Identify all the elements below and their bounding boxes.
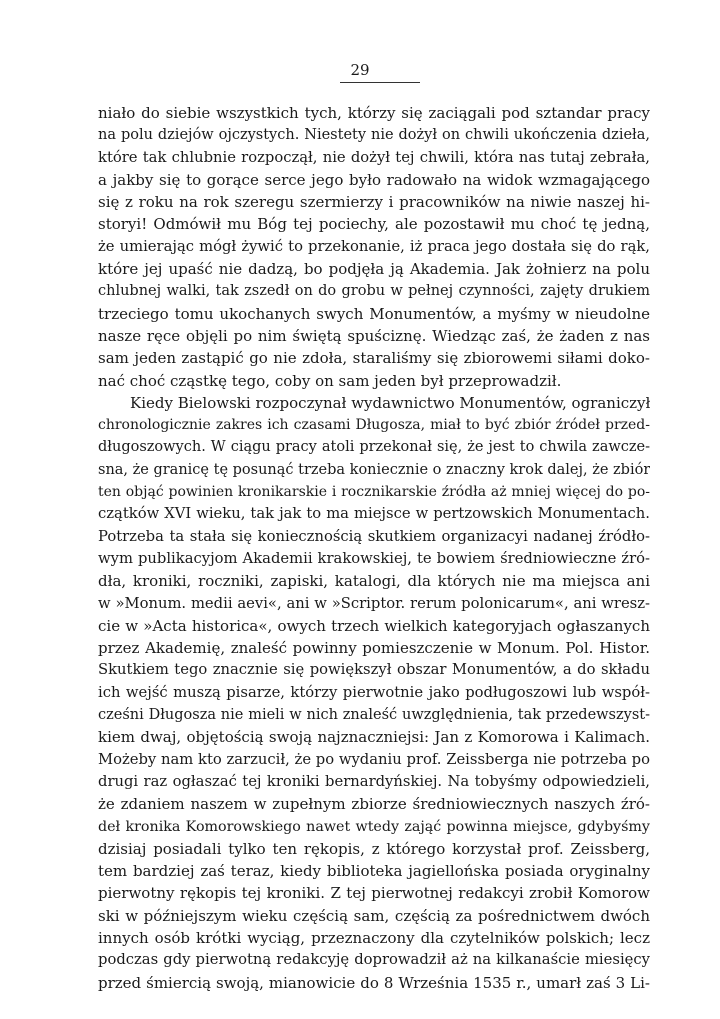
text-line: tem bardziej zaś teraz, kiedy biblioteka jagiellońska posiada oryginalny — [98, 862, 650, 881]
text-line: które tak chlubnie rozpoczął, nie dożył tej chwili, która nas tutaj zebrała, — [98, 148, 650, 166]
page-number: 29 — [350, 61, 370, 79]
text-line: pierwotny rękopis tej kroniki. Z tej pierwotnej redakcyi zrobił Komorow — [98, 884, 650, 903]
text-line: Skutkiem tego znacznie się powiększył obszar Monumentów, a do składu — [98, 661, 650, 679]
text-line: chlubnej walki, tak zszedł on do grobu w pełnej czynności, zajęty drukiem — [98, 283, 650, 300]
text-line: Potrzeba ta stała się koniecznością skutkiem organizacyi nadanej źródło- — [98, 527, 650, 545]
text-line: drugi raz ogłaszać tej kroniki bernardyńskiej. Na tobyśmy odpowiedzieli, — [98, 772, 650, 790]
text-line: że zdaniem naszem w zupełnym zbiorze średniowiecznych naszych źró- — [98, 795, 650, 814]
text-line: ski w późniejszym wieku częścią sam, częścią za pośrednictwem dwóch — [98, 906, 650, 925]
text-line: sna, że granicę tę posunąć trzeba koniecznie o znaczny krok dalej, że zbiór — [98, 461, 650, 478]
text-line: dła, kroniki, roczniki, zapiski, katalogi, dla których nie ma miejsca ani — [98, 572, 650, 591]
text-line: przez Akademię, znaleść powinny pomieszczenie w Monum. Pol. Histor. — [98, 639, 650, 658]
text-line: deł kronika Komorowskiego nawet wtedy zająć powinna miejsce, gdybyśmy — [98, 818, 650, 835]
text-line: wym publikacyjom Akademii krakowskiej, te bowiem średniowieczne źró- — [98, 549, 650, 567]
header-rule — [340, 82, 420, 83]
text-line: sam jeden zastąpić go nie zdoła, staraliśmy się zbiorowemi siłami doko- — [98, 349, 650, 368]
text-line: a jakby się to gorące serce jego było radowało na widok wzmagającego — [98, 170, 650, 189]
text-line: ich wejść muszą pisarze, którzy pierwotnie jako podługoszowi lub współ- — [98, 683, 650, 701]
text-line: niało do siebie wszystkich tych, którzy się zaciągali pod sztandar pracy — [98, 104, 650, 122]
text-line: czątków XVI wieku, tak jak to ma miejsce w pertzowskich Monumentach. — [98, 505, 650, 523]
text-line: się z roku na rok szeregu szermierzy i pracowników na niwie naszej hi- — [98, 193, 650, 212]
text-line: długoszowych. W ciągu pracy atoli przekonał się, że jest to chwila zawcze- — [98, 439, 650, 456]
text-line: innych osób krótki wyciąg, przeznaczony dla czytelników polskich; lecz — [98, 928, 650, 947]
text-line: nasze ręce objęli po nim świętą spuściznę. Wiedząc zaś, że żaden z nas — [98, 326, 650, 345]
text-line: przed śmiercią swoją, mianowicie do 8 Września 1535 r., umarł zaś 3 Li- — [98, 973, 650, 992]
text-line: trzeciego tomu ukochanych swych Monumentów, a myśmy w nieudolne — [98, 304, 650, 323]
text-line: storyi! Odmówił mu Bóg tej pociechy, ale pozostawił mu choć tę jedną, — [98, 215, 650, 234]
text-line: cie w »Acta historica«, owych trzech wielkich kategoryjach ogłaszanych — [98, 616, 650, 635]
text-line: nać choć cząstkę tego, coby on sam jeden był przeprowadził. — [98, 371, 562, 390]
text-line: podczas gdy pierwotną redakcyję doprowadził aż na kilkanaście miesięcy — [98, 951, 650, 969]
text-line: że umierając mógł żywić to przekonanie, iż praca jego dostała się do rąk, — [98, 237, 650, 255]
text-line: dzisiaj posiadali tylko ten rękopis, z którego korzystał prof. Zeissberg, — [98, 839, 650, 858]
text-line: ten objąć powinien kronikarskie i rocznikarskie źródła aż mniej więcej do po- — [98, 484, 650, 501]
text-line: chronologicznie zakres ich czasami Długosza, miał to być zbiór źródeł przed- — [98, 417, 650, 434]
text-line: Kiedy Bielowski rozpoczynał wydawnictwo Monumentów, ograniczył — [130, 393, 650, 412]
text-line: kiem dwaj, objętością swoją najznaczniejsi: Jan z Komorowa i Kalimach. — [98, 728, 650, 747]
text-line: na polu dziejów ojczystych. Niestety nie dożył on chwili ukończenia dzieła, — [98, 127, 650, 144]
text-line: w »Monum. medii aevi«, ani w »Scriptor. rerum polonicarum«, ani wresz- — [98, 594, 650, 612]
body-text — [98, 102, 650, 994]
text-line: cześni Długosza nie mieli w nich znaleść uwzględnienia, tak przedewszyst- — [98, 707, 650, 724]
text-line: Możeby nam kto zarzucił, że po wydaniu prof. Zeissberga nie potrzeba po — [98, 750, 650, 768]
text-line: które jej upaść nie dadzą, bo podjęła ją Akademia. Jak żołnierz na polu — [98, 260, 650, 279]
